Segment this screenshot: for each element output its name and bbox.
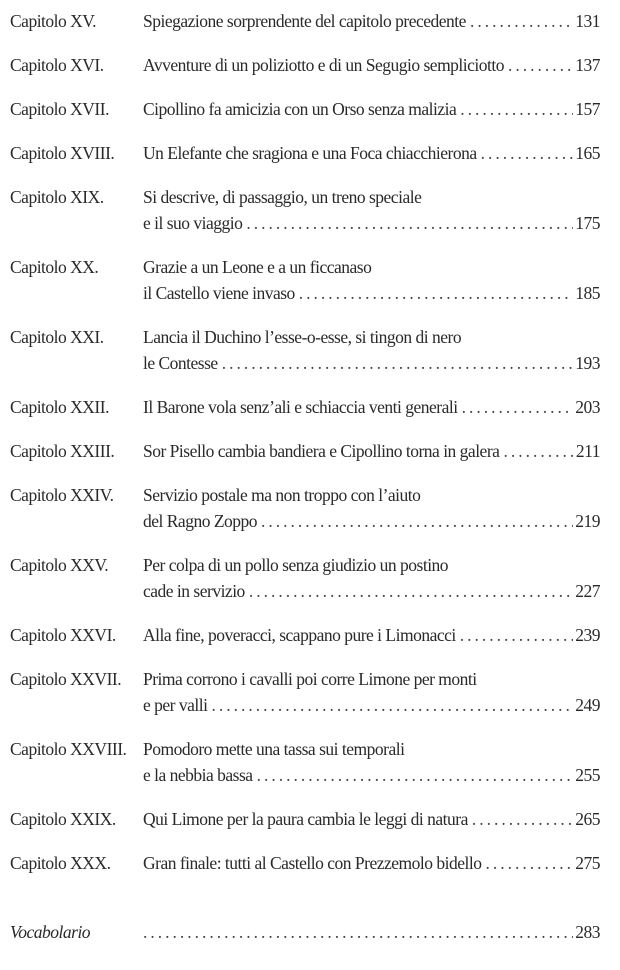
page-number: 137 [575, 55, 600, 75]
chapter-title [143, 622, 600, 648]
title-line: il Castello viene invaso [143, 283, 295, 303]
title-line: le Contesse [143, 353, 218, 373]
page-number: 265 [575, 809, 600, 829]
page-number: 219 [575, 511, 600, 531]
chapter-number: Capitolo XXX. [10, 853, 111, 873]
title-line: Grazie a un Leone e a un ficcanaso [143, 257, 372, 277]
chapter-title [143, 850, 600, 876]
chapter-title [143, 96, 600, 122]
page-number: 249 [575, 695, 600, 715]
dot-leader [481, 140, 574, 166]
title-line: Qui Limone per la paura cambia le leggi di natura [143, 809, 468, 829]
dot-leader [257, 762, 574, 788]
chapter-title [143, 140, 600, 166]
title-line: Gran finale: tutti al Castello con Prezzemolo bidello [143, 853, 482, 873]
chapter-title [143, 438, 600, 464]
chapter-number: Capitolo XVIII. [10, 143, 115, 163]
chapter-title [143, 806, 600, 832]
toc-entry[interactable] [10, 96, 600, 122]
dot-leader [460, 96, 573, 122]
toc-entry-vocabolario[interactable] [10, 919, 600, 945]
title-line: Si descrive, di passaggio, un treno speciale [143, 187, 422, 207]
title-line: Servizio postale ma non troppo con l’aiuto [143, 485, 421, 505]
toc-entry[interactable] [10, 482, 600, 534]
title-line: Lancia il Duchino l’esse-o-esse, si tingon di nero [143, 327, 462, 347]
title-line: e il suo viaggio [143, 213, 243, 233]
toc-entry[interactable] [10, 622, 600, 648]
chapter-number: Capitolo XXVI. [10, 625, 116, 645]
dot-leader [472, 806, 573, 832]
page-number: 211 [575, 441, 600, 461]
toc-entry[interactable] [10, 254, 600, 306]
title-line: Sor Pisello cambia bandiera e Cipollino torna in galera [143, 441, 500, 461]
chapter-title [143, 324, 600, 376]
page-number: 283 [575, 922, 600, 942]
page-number: 175 [575, 213, 600, 233]
dot-leader [246, 210, 573, 236]
page-number: 157 [575, 99, 600, 119]
chapter-title [143, 8, 600, 34]
dot-leader [503, 438, 573, 464]
page-number: 165 [575, 143, 600, 163]
toc-entry[interactable] [10, 8, 600, 34]
vocabolario-label: Vocabolario [10, 922, 91, 942]
dot-leader [470, 8, 573, 34]
toc-entry[interactable] [10, 666, 600, 718]
page-number: 185 [575, 283, 600, 303]
page-number: 227 [575, 581, 600, 601]
toc-entry[interactable] [10, 324, 600, 376]
page-number: 203 [575, 397, 600, 417]
chapter-title [143, 736, 600, 788]
dot-leader [299, 280, 573, 306]
toc-entry[interactable] [10, 140, 600, 166]
chapter-title [143, 52, 600, 78]
chapter-number: Capitolo XXIII. [10, 441, 115, 461]
toc-entry[interactable] [10, 52, 600, 78]
toc-entry[interactable] [10, 850, 600, 876]
chapter-title [143, 394, 600, 420]
toc-entry[interactable] [10, 552, 600, 604]
title-line: Avventure di un poliziotto e di un Segugio sempliciotto [143, 55, 505, 75]
title-line: Il Barone vola senz’ali e schiaccia venti generali [143, 397, 458, 417]
dot-leader [222, 350, 574, 376]
chapter-number: Capitolo XXI. [10, 327, 104, 347]
table-of-contents [10, 8, 600, 963]
title-line: e per valli [143, 695, 208, 715]
title-line: Un Elefante che sragiona e una Foca chiacchierona [143, 143, 477, 163]
chapter-title [143, 184, 600, 236]
chapter-title [143, 552, 600, 604]
title-line: Alla fine, poveracci, scappano pure i Limonacci [143, 625, 456, 645]
chapter-number: Capitolo XIX. [10, 187, 104, 207]
page-number: 255 [575, 765, 600, 785]
chapter-title [143, 254, 600, 306]
toc-entry[interactable] [10, 394, 600, 420]
chapter-number: Capitolo XXIV. [10, 485, 114, 505]
title-line: del Ragno Zoppo [143, 511, 258, 531]
title-line: e la nebbia bassa [143, 765, 253, 785]
dot-leader [261, 508, 573, 534]
title-line: Prima corrono i cavalli poi corre Limone per monti [143, 669, 477, 689]
title-line: Per colpa di un pollo senza giudizio un postino [143, 555, 449, 575]
title-line: Cipollino fa amicizia con un Orso senza malizia [143, 99, 457, 119]
dot-leader [485, 850, 573, 876]
toc-entry[interactable] [10, 184, 600, 236]
chapter-number: Capitolo XXVII. [10, 669, 122, 689]
dot-leader [462, 394, 574, 420]
title-line: Pomodoro mette una tassa sui temporali [143, 739, 405, 759]
dot-leader [508, 52, 573, 78]
dot-leader [143, 919, 573, 945]
chapter-number: Capitolo XVII. [10, 99, 109, 119]
chapter-number: Capitolo XXII. [10, 397, 109, 417]
chapter-number: Capitolo XVI. [10, 55, 104, 75]
toc-entry[interactable] [10, 438, 600, 464]
toc-entry[interactable] [10, 736, 600, 788]
title-line: Spiegazione sorprendente del capitolo precedente [143, 11, 466, 31]
dot-leader [249, 578, 573, 604]
title-line: cade in servizio [143, 581, 245, 601]
chapter-number: Capitolo XV. [10, 11, 97, 31]
chapter-title [143, 666, 600, 718]
page-number: 131 [575, 11, 600, 31]
chapter-title [143, 482, 600, 534]
dot-leader [211, 692, 573, 718]
dot-leader [460, 622, 574, 648]
page-number: 193 [575, 353, 600, 373]
chapter-number: Capitolo XX. [10, 257, 99, 277]
page-number: 275 [575, 853, 600, 873]
chapter-number: Capitolo XXVIII. [10, 739, 127, 759]
chapter-number: Capitolo XXV. [10, 555, 109, 575]
chapter-number: Capitolo XXIX. [10, 809, 116, 829]
page-number: 239 [575, 625, 600, 645]
toc-entry[interactable] [10, 806, 600, 832]
